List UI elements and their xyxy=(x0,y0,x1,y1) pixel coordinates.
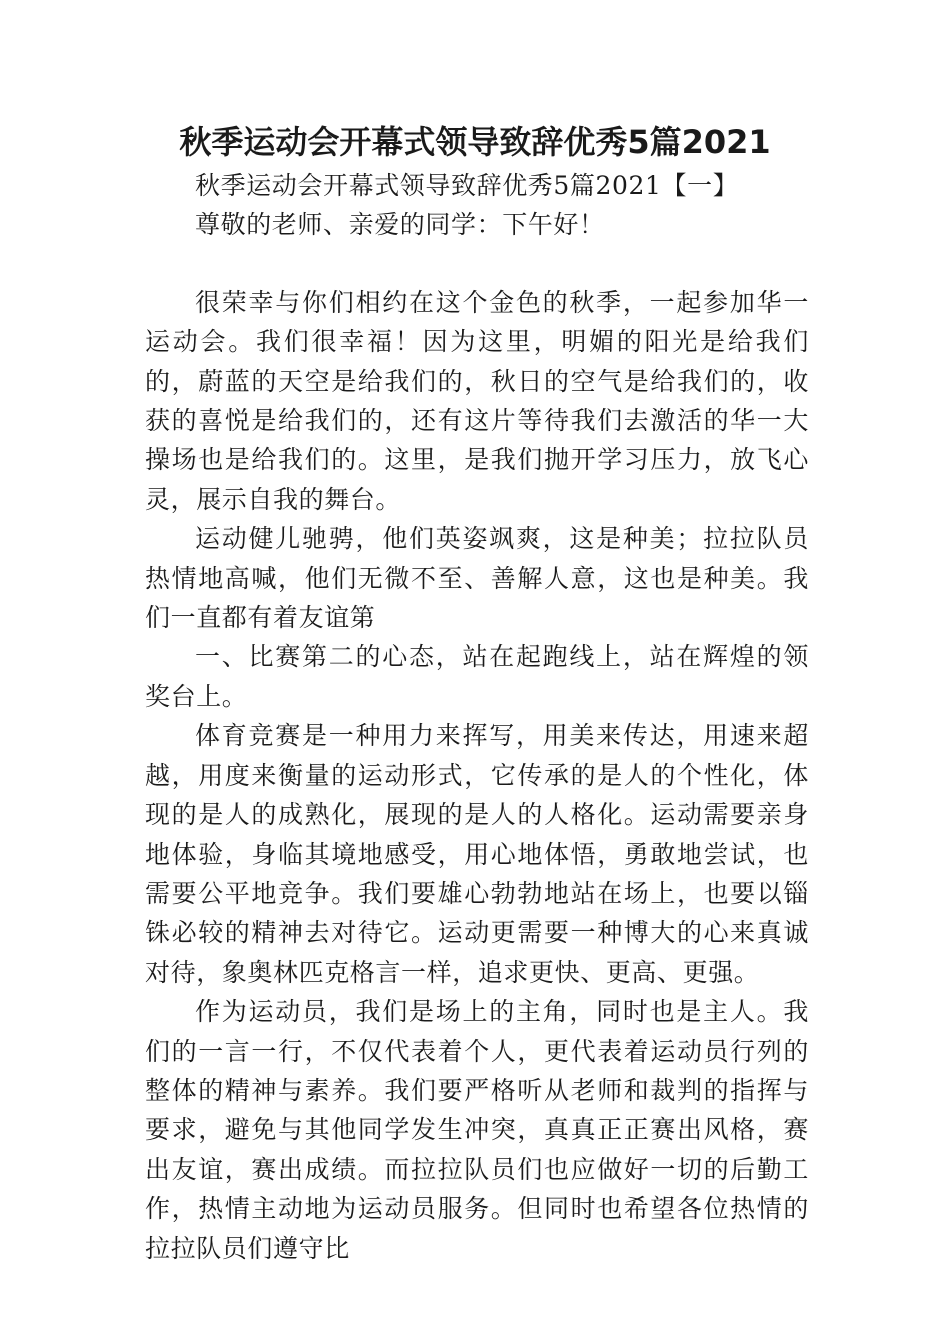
document-title: 秋季运动会开幕式领导致辞优秀5篇2021 xyxy=(179,123,771,161)
paragraph: 作为运动员，我们是场上的主角，同时也是主人。我们的一言一行，不仅代表着个人，更代表着运动员行列的整体的精神与素养。我们要严格听从老师和裁判的指挥与要求，避免与其他同学发生冲突，真真正正赛出风格，赛出友谊，赛出成绩。而拉拉队员们也应做好一切的后勤工作，热情主动地为运动员服务。但同时也希望各位热情的拉拉队员们遵守比 xyxy=(145,997,809,1263)
paragraph: 一、比赛第二的心态，站在起跑线上，站在辉煌的领奖台上。 xyxy=(145,642,809,711)
document-body xyxy=(145,166,809,1268)
document-subtitle: 秋季运动会开幕式领导致辞优秀5篇2021【一】 xyxy=(195,171,739,200)
paragraph: 体育竞赛是一种用力来挥写，用美来传达，用速来超越，用度来衡量的运动形式，它传承的是人的个性化，体现的是人的成熟化，展现的是人的人格化。运动需要亲身地体验，身临其境地感受，用心地体悟，勇敢地尝试，也需要公平地竞争。我们要雄心勃勃地站在场上，也要以锱铢必较的精神去对待它。运动更需要一种博大的心来真诚对待，象奥林匹克格言一样，追求更快、更高、更强。 xyxy=(145,721,809,987)
blank-line xyxy=(145,245,809,283)
greeting-line: 尊敬的老师、亲爱的同学：下午好！ xyxy=(195,210,605,240)
paragraph: 很荣幸与你们相约在这个金色的秋季，一起参加华一运动会。我们很幸福！因为这里，明媚的阳光是给我们的，蔚蓝的天空是给我们的，秋日的空气是给我们的，收获的喜悦是给我们的，还有这片等待我们去激活的华一大操场也是给我们的。这里，是我们抛开学习压力，放飞心灵，展示自我的舞台。 xyxy=(145,287,809,514)
paragraph: 运动健儿驰骋，他们英姿飒爽，这是种美；拉拉队员热情地高喊，他们无微不至、善解人意，这也是种美。我们一直都有着友谊第 xyxy=(145,524,809,633)
